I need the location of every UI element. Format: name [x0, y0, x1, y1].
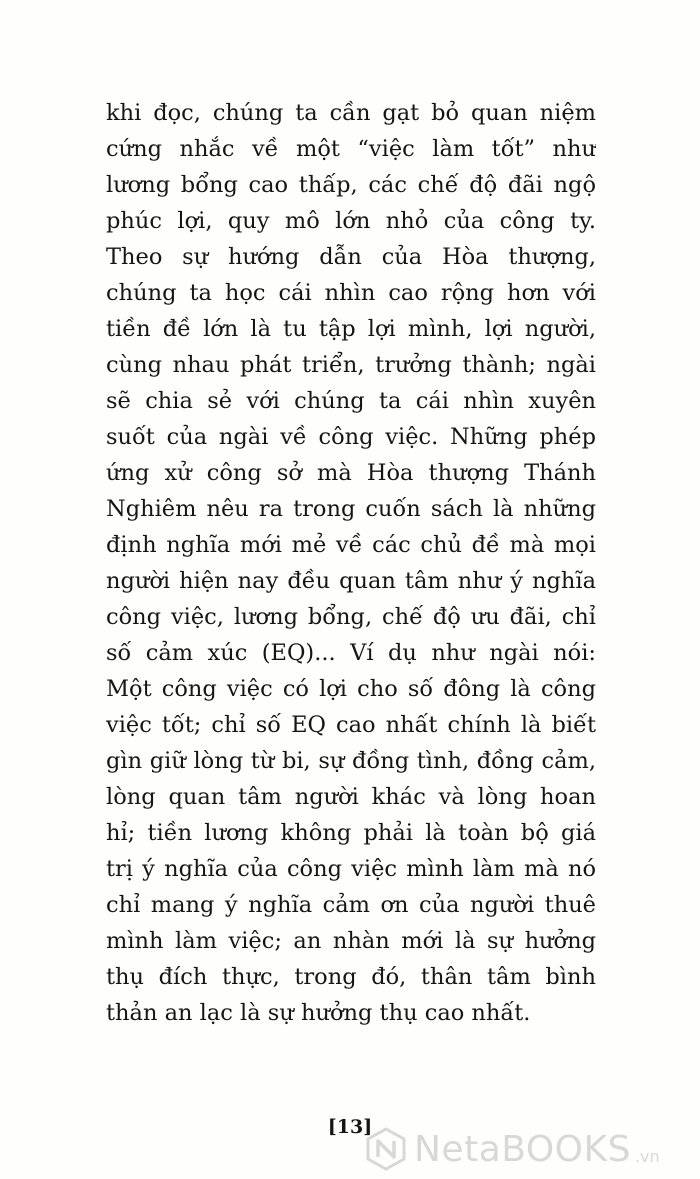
text-line: Một công việc có lợi cho số đông là công: [106, 676, 596, 702]
watermark: [364, 1127, 660, 1171]
text-line: khi đọc, chúng ta cần gạt bỏ quan niệm: [106, 100, 596, 126]
text-line: lương bổng cao thấp, các chế độ đãi ngộ: [106, 172, 596, 198]
text-line: công việc, lương bổng, chế độ ưu đãi, chỉ: [106, 604, 596, 630]
text-line: tiền đề lớn là tu tập lợi mình, lợi người,: [106, 316, 596, 342]
text-line: suốt của ngài về công việc. Những phép: [106, 424, 596, 450]
n-logo-icon: [364, 1127, 408, 1171]
text-line: việc tốt; chỉ số EQ cao nhất chính là biết: [106, 712, 596, 738]
text-line: thụ đích thực, trong đó, thân tâm bình: [106, 964, 596, 990]
body-text: [106, 95, 596, 1031]
watermark-brand: NetaBOOKS: [414, 1128, 631, 1170]
text-line: gìn giữ lòng từ bi, sự đồng tình, đồng cảm,: [106, 748, 596, 774]
text-line: người hiện nay đều quan tâm như ý nghĩa: [106, 568, 596, 594]
text-line: ứng xử công sở mà Hòa thượng Thánh: [106, 460, 596, 486]
text-line: Nghiêm nêu ra trong cuốn sách là những: [106, 496, 596, 522]
text-line: cứng nhắc về một “việc làm tốt” như: [106, 136, 596, 162]
page-number: [13]: [327, 1116, 373, 1138]
text-line: mình làm việc; an nhàn mới là sự hưởng: [106, 928, 596, 954]
text-line: số cảm xúc (EQ)... Ví dụ như ngài nói:: [106, 640, 596, 666]
text-line: hỉ; tiền lương không phải là toàn bộ giá: [106, 820, 596, 846]
text-line: trị ý nghĩa của công việc mình làm mà nó: [106, 856, 596, 882]
text-line: chúng ta học cái nhìn cao rộng hơn với: [106, 280, 596, 306]
text-line-last: thản an lạc là sự hưởng thụ cao nhất.: [106, 1000, 531, 1026]
watermark-suffix: .vn: [634, 1146, 660, 1166]
text-line: định nghĩa mới mẻ về các chủ đề mà mọi: [106, 532, 596, 558]
text-line: chỉ mang ý nghĩa cảm ơn của người thuê: [106, 892, 596, 918]
text-line: cùng nhau phát triển, trưởng thành; ngài: [106, 352, 596, 378]
text-line: lòng quan tâm người khác và lòng hoan: [106, 784, 596, 810]
text-line: phúc lợi, quy mô lớn nhỏ của công ty.: [106, 208, 596, 234]
text-line: sẽ chia sẻ với chúng ta cái nhìn xuyên: [106, 388, 596, 414]
text-line: Theo sự hướng dẫn của Hòa thượng,: [106, 244, 596, 270]
